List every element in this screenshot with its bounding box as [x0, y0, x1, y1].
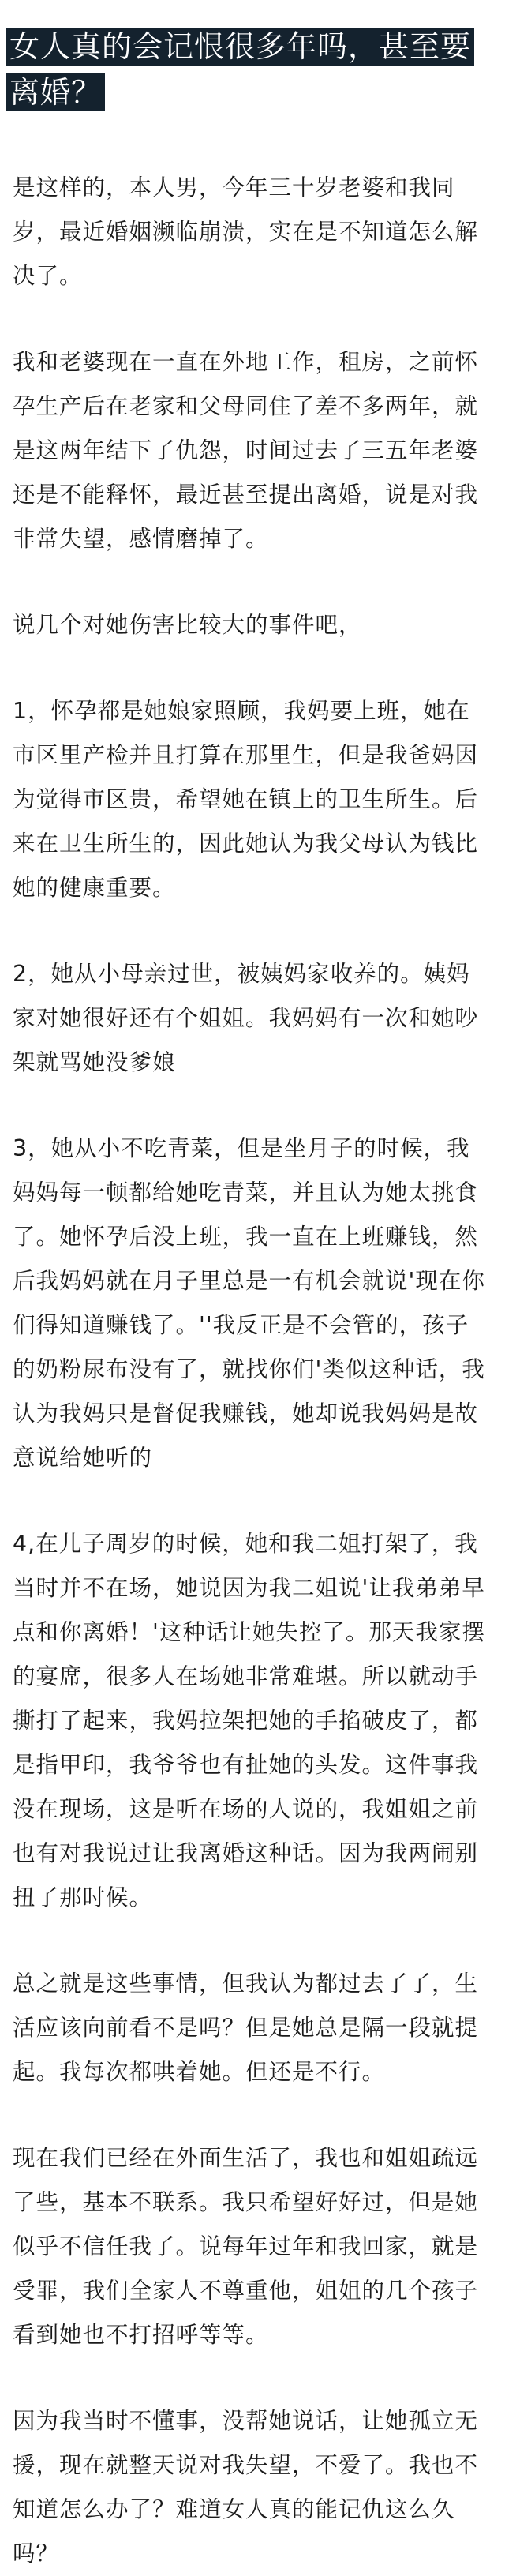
paragraph-4: 1，怀孕都是她娘家照顾，我妈要上班，她在市区里产检并且打算在那里生，但是我爸妈因为觉得市区贵，希望她在镇上的卫生所生。后来在卫生所生的，因此她认为我父母认为钱比她的健康重要。	[13, 698, 479, 901]
article-body	[13, 166, 491, 2576]
paragraph-1: 是这样的，本人男，今年三十岁老婆和我同岁，最近婚姻濒临崩溃，实在是不知道怎么解决了。	[13, 174, 479, 289]
page-title	[6, 24, 480, 115]
paragraph-9: 现在我们已经在外面生活了，我也和姐姐疏远了些，基本不联系。我只希望好好过，但是她似乎不信任我了。说每年过年和我回家，就是受罪，我们全家人不尊重他，姐姐的几个孩子看到她也不打招呼等等。	[13, 2145, 479, 2348]
paragraph-10: 因为我当时不懂事，没帮她说话，让她孤立无援，现在就整天说对我失望，不爱了。我也不知道怎么办了？难道女人真的能记仇这么久吗？	[13, 2408, 479, 2567]
paragraph-6: 3，她从小不吃青菜，但是坐月子的时候，我妈妈每一顿都给她吃青菜，并且认为她太挑食了。她怀孕后没上班，我一直在上班赚钱，然后我妈妈就在月子里总是一有机会就说'现在你们得知道赚钱了。''我反正是不会管的，孩子的奶粉尿布没有了，就找你们'类似这种话，我认为我妈只是督促我赚钱，她却说我妈妈是故意说给她听的	[13, 1135, 485, 1471]
paragraph-3: 说几个对她伤害比较大的事件吧，	[13, 612, 362, 638]
title-block	[6, 24, 480, 115]
paragraph-8: 总之就是这些事情，但我认为都过去了了，生活应该向前看不是吗？但是她总是隔一段就提起。我每次都哄着她。但还是不行。	[13, 1970, 479, 2085]
page-title-text: 女人真的会记恨很多年吗，甚至要离婚？	[6, 28, 474, 111]
paragraph-5: 2，她从小母亲过世，被姨妈家收养的。姨妈家对她很好还有个姐姐。我妈妈有一次和她吵架就骂她没爹娘	[13, 961, 479, 1075]
paragraph-2: 我和老婆现在一直在外地工作，租房，之前怀孕生产后在老家和父母同住了差不多两年，就是这两年结下了仇怨，时间过去了三五年老婆还是不能释怀，最近甚至提出离婚，说是对我非常失望，感情磨掉了。	[13, 349, 479, 552]
paragraph-7: 4,在儿子周岁的时候，她和我二姐打架了，我当时并不在场，她说因为我二姐说'让我弟弟早点和你离婚！'这种话让她失控了。那天我家摆的宴席，很多人在场她非常难堪。所以就动手撕打了起来，我妈拉架把她的手掐破皮了，都是指甲印，我爷爷也有扯她的头发。这件事我没在现场，这是听在场的人说的，我姐姐之前也有对我说过让我离婚这种话。因为我两闹别扭了那时候。	[13, 1531, 485, 1910]
